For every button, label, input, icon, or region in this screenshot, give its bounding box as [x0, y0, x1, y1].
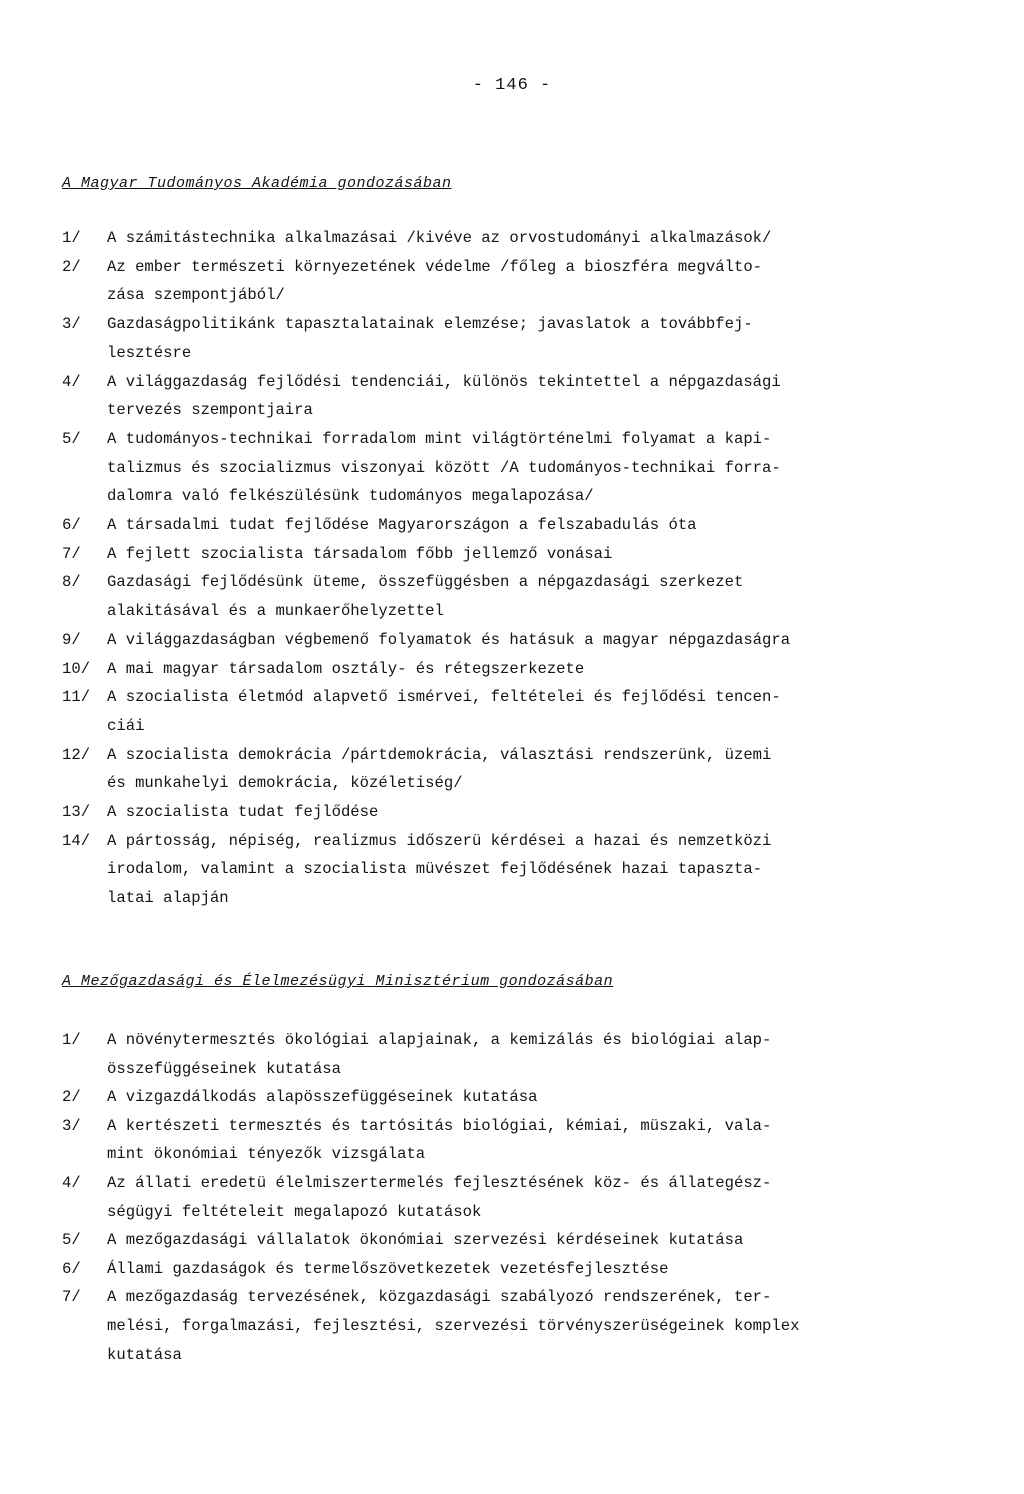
item-text: Gazdaságpolitikánk tapasztalatainak elemzése; javaslatok a továbbfej- lesztésre: [107, 315, 753, 362]
item-text: A szocialista demokrácia /pártdemokrácia, választási rendszerünk, üzemi és munkahelyi demokrácia, közéletiség/: [107, 745, 772, 793]
item-text: A szocialista életmód alapvető ismérvei, feltételei és fejlődési tencen- ciái: [107, 688, 781, 735]
item-number: 12/: [62, 745, 91, 764]
page-number: - 146 -: [472, 76, 552, 95]
list-item: [62, 741, 962, 798]
list-item: [62, 368, 962, 425]
item-number: 13/: [62, 803, 91, 822]
item-text: A társadalmi tudat fejlődése Magyarországon a felszabadulás óta: [107, 516, 697, 535]
list-item: [62, 540, 962, 569]
item-number: 7/: [62, 1288, 81, 1307]
list-item: [62, 683, 962, 740]
item-number: 8/: [62, 573, 81, 592]
item-text: A növénytermesztés ökológiai alapjainak, a kemizálás és biológiai alap- összefüggéseinek kutatása: [107, 1031, 772, 1078]
list-item: [62, 224, 962, 253]
list-item: [62, 827, 962, 913]
item-number: 11/: [62, 688, 91, 707]
item-text: A mezőgazdaság tervezésének, közgazdasági szabályozó rendszerének, ter- melési, forgalmazási, fejlesztési, szervezési törvényszerüségeinek komplex kutatása: [107, 1288, 800, 1364]
item-text: Az állati eredetü élelmiszertermelés fejlesztésének köz- és állategész- ségügyi feltételeit megalapozó kutatások: [107, 1173, 772, 1221]
list-item: [62, 1255, 962, 1284]
item-number: 9/: [62, 630, 81, 649]
item-number: 7/: [62, 544, 81, 563]
item-text: A vizgazdálkodás alapösszefüggéseinek kutatása: [107, 1088, 538, 1107]
list-item: [62, 425, 962, 511]
list-item: [62, 310, 962, 367]
item-number: 4/: [62, 372, 81, 391]
list-item: [62, 1112, 962, 1169]
item-text: Állami gazdaságok és termelőszövetkezetek vezetésfejlesztése: [107, 1259, 669, 1278]
list-item: [62, 1083, 962, 1112]
academy-topic-list: [62, 224, 962, 913]
item-number: 1/: [62, 229, 81, 247]
list-item: [62, 253, 962, 310]
item-number: 14/: [62, 831, 91, 850]
item-number: 3/: [62, 1116, 81, 1135]
item-number: 3/: [62, 315, 81, 334]
list-item: [62, 568, 962, 625]
list-item: [62, 655, 962, 684]
item-text: A világgazdaság fejlődési tendenciái, különös tekintettel a népgazdasági tervezés szempontjaira: [107, 372, 781, 420]
item-text: A mezőgazdasági vállalatok ökonómiai szervezési kérdéseinek kutatása: [107, 1231, 744, 1250]
item-text: A pártosság, népiség, realizmus időszerü kérdései a hazai és nemzetközi irodalom, valamint a szocialista müvészet fejlődésének hazai tapaszta- latai alapján: [107, 831, 772, 908]
item-number: 2/: [62, 257, 81, 276]
item-number: 1/: [62, 1031, 81, 1049]
item-text: A mai magyar társadalom osztály- és rétegszerkezete: [107, 659, 585, 678]
item-number: 5/: [62, 1231, 81, 1250]
item-number: 6/: [62, 516, 81, 535]
item-text: Gazdasági fejlődésünk üteme, összefüggésben a népgazdasági szerkezet alakitásával és a munkaerőhelyzettel: [107, 573, 744, 621]
ministry-topic-list: [62, 1026, 962, 1369]
item-text: A szocialista tudat fejlődése: [107, 803, 379, 822]
item-text: A világgazdaságban végbemenő folyamatok és hatásuk a magyar népgazdaságra: [107, 630, 791, 649]
item-text: A kertészeti termesztés és tartósitás biológiai, kémiai, müszaki, vala- mint ökonómiai tényezők vizsgálata: [107, 1116, 772, 1164]
item-number: 6/: [62, 1259, 81, 1278]
list-item: [62, 1283, 962, 1369]
item-number: 10/: [62, 659, 91, 678]
list-item: [62, 798, 962, 827]
list-item: [62, 1026, 962, 1083]
section-heading-academy: A Magyar Tudományos Akadémia gondozásában: [62, 175, 452, 192]
item-number: 2/: [62, 1088, 81, 1107]
list-item: [62, 1169, 962, 1226]
list-item: [62, 626, 962, 655]
item-number: 5/: [62, 429, 81, 448]
item-text: A tudományos-technikai forradalom mint világtörténelmi folyamat a kapi- talizmus és szocializmus viszonyai között /A tudományos-technikai forra- dalomra való felkészülésünk tudományos megalapozása/: [107, 429, 781, 506]
item-number: 4/: [62, 1173, 81, 1192]
item-text: A számitástechnika alkalmazásai /kivéve az orvostudományi alkalmazások/: [107, 229, 772, 247]
item-text: Az ember természeti környezetének védelme /főleg a bioszféra megválto- zása szempontjából/: [107, 257, 763, 305]
item-text: A fejlett szocialista társadalom főbb jellemző vonásai: [107, 544, 613, 563]
list-item: [62, 1226, 962, 1255]
list-item: [62, 511, 962, 540]
section-heading-ministry: A Mezőgazdasági és Élelmezésügyi Minisztérium gondozásában: [62, 973, 614, 990]
